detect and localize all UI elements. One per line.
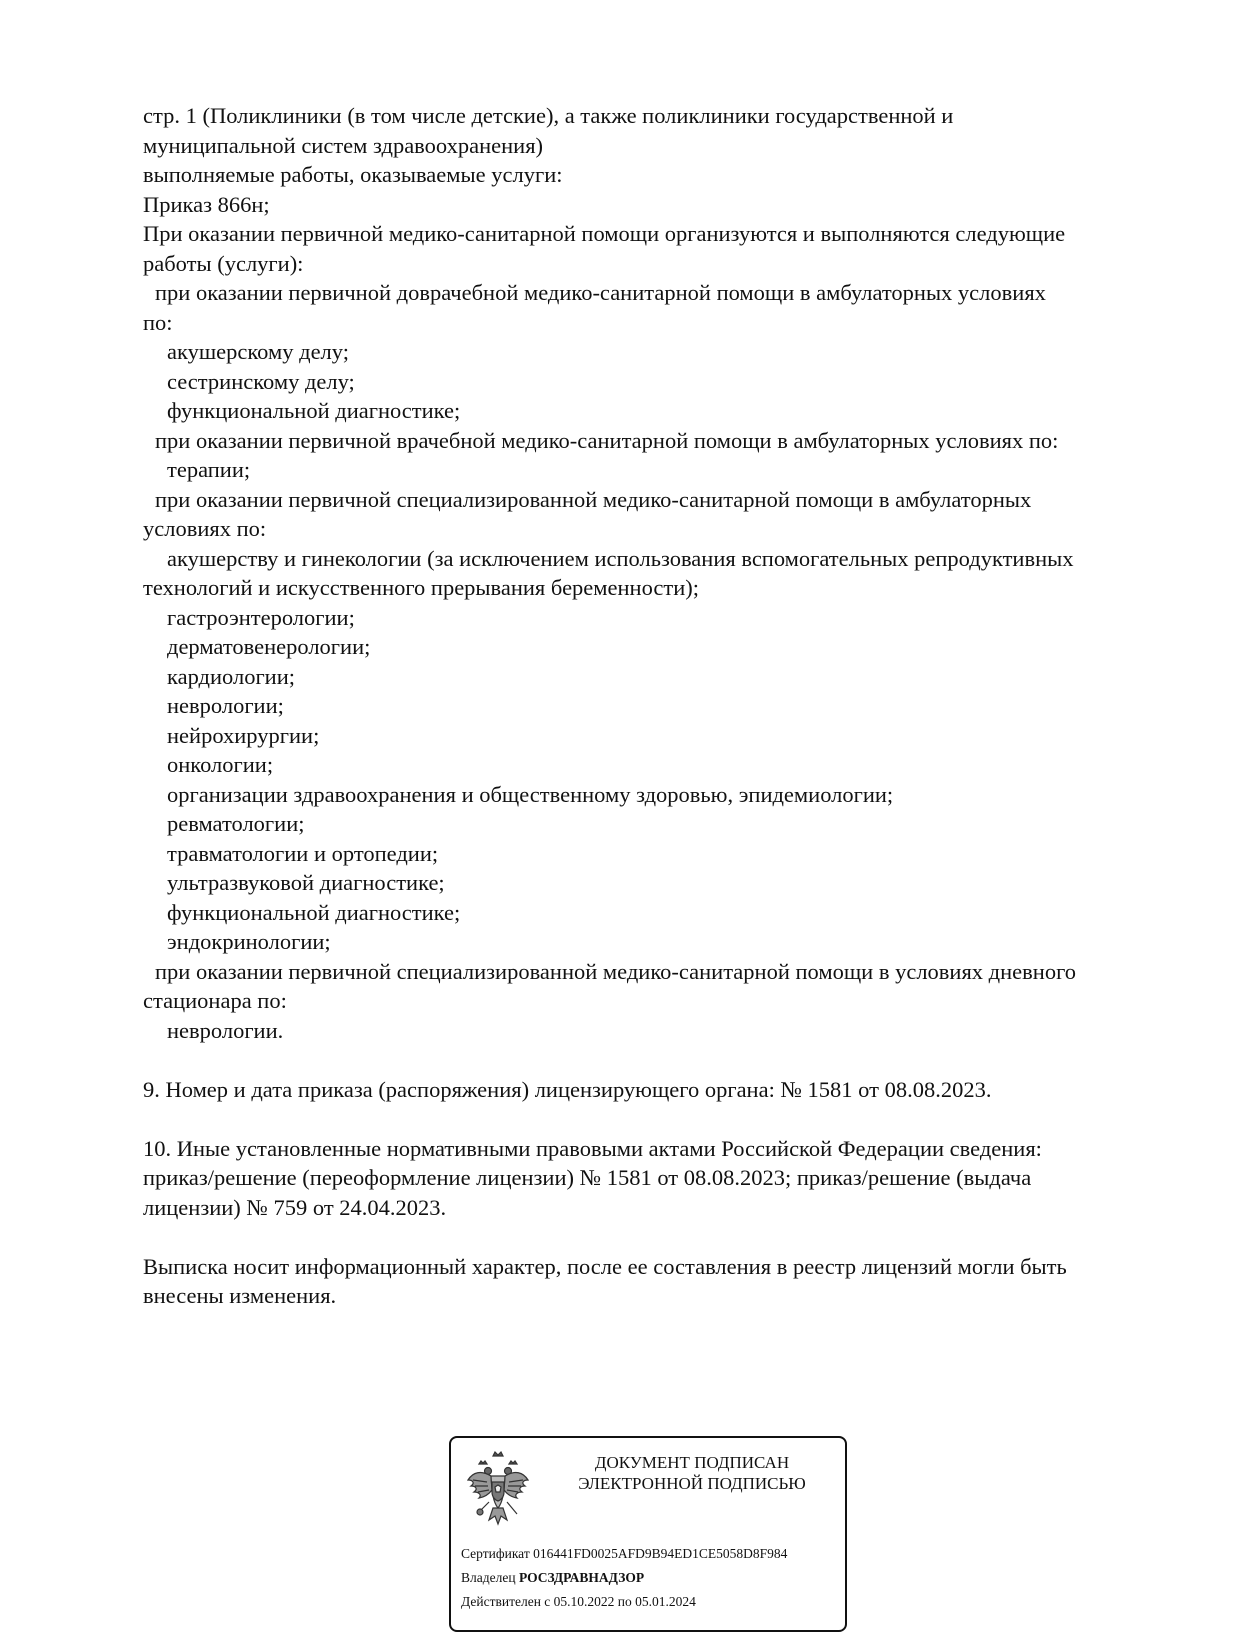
- certificate-row: [461, 1542, 841, 1566]
- document-line: онкологии;: [167, 752, 274, 777]
- owner-row: [461, 1566, 841, 1590]
- document-line: эндокринологии;: [167, 929, 331, 954]
- document-line: технологий и искусственного прерывания беременности);: [143, 575, 700, 600]
- document-line: неврологии.: [167, 1017, 284, 1043]
- document-line: Выписка носит информационный характер, после ее составления в реестр лицензий могли быть: [143, 1253, 1067, 1279]
- owner-label: Владелец: [461, 1570, 516, 1585]
- document-line: акушерскому делу;: [167, 339, 349, 364]
- document-line: внесены изменения.: [143, 1283, 337, 1308]
- document-line: при оказании первичной специализированной медико-санитарной помощи в амбулаторных: [155, 486, 1032, 512]
- stamp-title-line2: ЭЛЕКТРОННОЙ ПОДПИСЬЮ: [578, 1474, 806, 1493]
- document-line: при оказании первичной специализированной медико-санитарной помощи в условиях дневного: [155, 958, 1076, 984]
- document-line: организации здравоохранения и общественному здоровью, эпидемиологии;: [167, 781, 894, 807]
- document-line: Приказ 866н;: [143, 191, 270, 217]
- document-line: дерматовенерологии;: [167, 634, 371, 659]
- document-line: по:: [143, 309, 173, 335]
- document-line: условиях по:: [143, 516, 267, 541]
- document-line: гастроэнтерологии;: [167, 604, 355, 630]
- validity-row: Действителен с 05.10.2022 по 05.01.2024: [461, 1594, 696, 1609]
- document-line: травматологии и ортопедии;: [167, 840, 439, 866]
- certificate-label: Сертификат: [461, 1546, 530, 1561]
- document-line: 10. Иные установленные нормативными правовыми актами Российской Федерации сведения:: [143, 1135, 1042, 1161]
- document-line: неврологии;: [167, 693, 284, 718]
- blank-line: [143, 1222, 1143, 1252]
- blank-line: [143, 1104, 1143, 1134]
- document-line: лицензии) № 759 от 24.04.2023.: [143, 1194, 447, 1220]
- document-line: 9. Номер и дата приказа (распоряжения) лицензирующего органа: № 1581 от 08.08.2023.: [143, 1076, 992, 1102]
- document-line: ревматологии;: [167, 811, 305, 836]
- document-line: функциональной диагностике;: [167, 899, 461, 925]
- stamp-title-line1: ДОКУМЕНТ ПОДПИСАН: [594, 1453, 790, 1472]
- document-line: при оказании первичной доврачебной медико-санитарной помощи в амбулаторных условиях: [155, 280, 1046, 305]
- document-line: акушерству и гинекологии (за исключением использования вспомогательных репродуктивных: [167, 545, 1074, 571]
- document-body: [143, 101, 1143, 1311]
- signature-stamp-info: [461, 1542, 841, 1614]
- document-line: приказ/решение (переоформление лицензии) № 1581 от 08.08.2023; приказ/решение (выдача: [143, 1165, 1032, 1190]
- certificate-value: 016441FD0025AFD9B94ED1CE5058D8F984: [533, 1546, 788, 1561]
- document-line: стационара по:: [143, 988, 287, 1013]
- document-line: терапии;: [167, 457, 251, 482]
- document-line: стр. 1 (Поликлиники (в том числе детские), а также поликлиники государственной и: [143, 103, 954, 128]
- document-line: При оказании первичной медико-санитарной помощи организуются и выполняются следующие: [143, 221, 1066, 246]
- electronic-signature-stamp: [449, 1436, 847, 1632]
- russian-coat-of-arms-icon: [465, 1450, 531, 1528]
- signature-stamp-title: [547, 1452, 837, 1494]
- document-line: ультразвуковой диагностике;: [167, 870, 445, 895]
- blank-line: [143, 1045, 1143, 1075]
- document-line: кардиологии;: [167, 663, 296, 689]
- document-line: работы (услуги):: [143, 250, 304, 276]
- document-line: выполняемые работы, оказываемые услуги:: [143, 162, 563, 187]
- document-line: функциональной диагностике;: [167, 398, 461, 423]
- owner-value: РОСЗДРАВНАДЗОР: [518, 1570, 645, 1585]
- document-line: нейрохирургии;: [167, 722, 320, 748]
- document-line: при оказании первичной врачебной медико-санитарной помощи в амбулаторных условиях по:: [155, 427, 1059, 453]
- document-line: муниципальной систем здравоохранения): [143, 132, 544, 158]
- document-line: сестринскому делу;: [167, 368, 355, 394]
